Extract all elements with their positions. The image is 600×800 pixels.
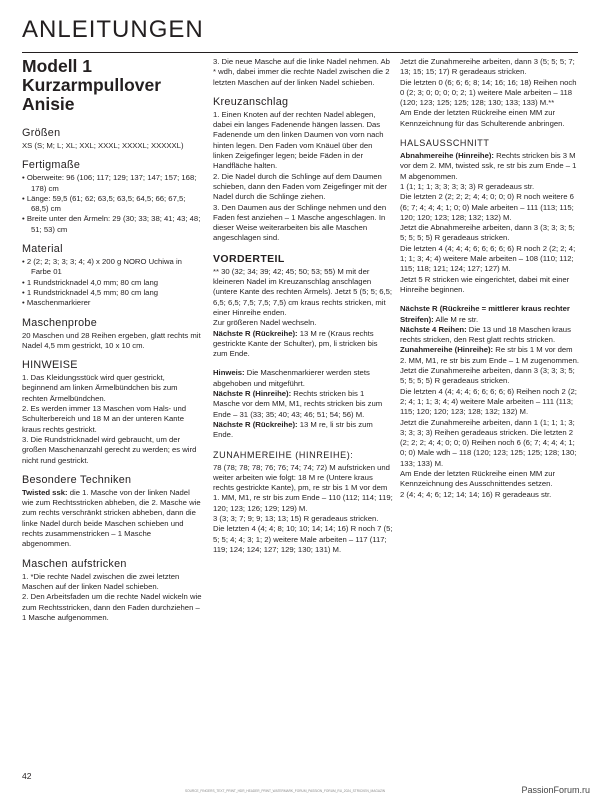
neckline-paragraph: Jetzt die Zunahmereihe arbeiten, dann 1 (1; 1; 1; 3; 3; 3; 3; 3) Reihen geradeaus stricken. Die letzten 2 (2; 2; 2; 4; 4; 0; 0; 0) Reihen noch 6 (6; 7; 4; 4; 4; 1; 0; 0) Male wdh – 118 (120; 123; 125; 125; 128; 130; 133; 133) M. [400, 417, 577, 468]
increase-paragraph: 78 (78; 78; 78; 76; 76; 74; 74; 72) M aufstricken und weiter arbeiten wie folgt: 18 M re (Untere kraus rechts gestrickte Kante), pm, re str bis 1 M vor dem 1. MM, M1, re str bis zum Ende – 110 (112; 114; 119; 120; 123; 126; 129; 129) M. [213, 462, 393, 513]
step-number: 1. [213, 109, 220, 119]
front-row [213, 329, 393, 360]
neckline-paragraph: Jetzt 5 R stricken wie eingerichtet, dabei mit einer Hinreihe beginnen. [400, 274, 570, 294]
pattern-title-line1: Modell 1 [22, 56, 93, 76]
cast-on-step [213, 57, 393, 88]
increase-paragraph: Am Ende der letzten Rückreihe einen MM zur Kennzeichnung für das Schulterende anbringen. [400, 108, 565, 128]
measurements-heading: Fertigmaße [22, 159, 81, 172]
hint-text: Die Maschenmarkierer werden stets abgehoben und mitgeführt. [213, 368, 370, 388]
increase-row-heading: ZUNAHMEREIHE (HINREIHE): [213, 449, 354, 460]
technique-description: die 1. Masche von der linken Nadel wie zum Rechtsstricken abheben, die 2. Masche wie zum rechts verschränkt stricken abheben, dann die linke Nadel durch beide Maschen schieben und rechts zusammenstricken – 1 Masche abgenommen. [22, 487, 201, 549]
row-label: Nächste R (Rückreihe = mittlerer kraus rechter Streifen): [400, 304, 570, 324]
row-text: Rechts stricken bis 3 M vor dem 2. MM, twisted ssk, re str bis zum Ende – 1 M abgenommen. [400, 151, 577, 181]
step-number: 2. [22, 592, 29, 602]
neckline-paragraph: Jetzt die Abnahmereihe arbeiten, dann 3 (3; 3; 3; 5; 5; 5; 5; 5) R geradeaus stricken. [400, 223, 575, 243]
material-heading: Material [22, 243, 63, 256]
front-row [213, 389, 393, 420]
material-item: • 2 (2; 2; 3; 3; 3; 4; 4) x 200 g NORO Uchiwa in Farbe 01 [22, 257, 182, 277]
sizes-text: XS (S; M; L; XL; XXL; XXXL; XXXXL; XXXXXL) [22, 141, 184, 150]
note-text: Das Kleidungsstück wird quer gestrickt, beginnend am linken Ärmelbündchen bis zum rechten Ärmelbündchen. [22, 373, 178, 403]
pattern-title-line2: Kurzarmpullover Anisie [22, 75, 162, 114]
step-text: Einen Knoten auf der rechten Nadel ablegen, dabei ein langes Fadenende hängen lassen. Das Fadenende um den linken Daumen von vorn nach hinten legen. Den Faden vom Knäuel über den linken Zeigefinger legen; beide Fäden in der Handfläche halten. [213, 109, 384, 171]
neckline-row [400, 325, 580, 346]
material-item: • 1 Rundstricknadel 4,5 mm; 80 cm lang [22, 287, 159, 297]
row-text: 13 M re (Kraus rechts gestrickte Kante der Schulter), pm, li stricken bis zum Ende. [213, 328, 378, 359]
neckline-row [400, 345, 580, 366]
step-text: Die Nadel durch die Schlinge auf dem Daumen schieben, dann den Faden vom Zeigefinger mit der Nadel durch die Schlinge ziehen. [213, 171, 387, 202]
note-item [22, 435, 202, 466]
pattern-title [22, 57, 202, 114]
row-text: Die 13 und 18 Maschen kraus rechts stricken, den Rest glatt rechts stricken. [400, 324, 571, 345]
cast-on-step [22, 592, 202, 623]
measurement-item: • Länge: 59,5 (61; 62; 63,5; 63,5; 64,5; 66; 67,5; 68,5) cm [22, 193, 186, 214]
front-hint [213, 368, 393, 389]
step-text: Den Daumen aus der Schlinge nehmen und den Faden fest anziehen – 1 Masche angeschlagen. In dieser Weise weiterarbeiten bis alle Maschen angeschlagen sind. [213, 202, 387, 243]
step-number: 3. [213, 202, 220, 212]
long-tail-cast-on-heading: Kreuzanschlag [213, 95, 289, 108]
note-text: Es werden immer 13 Maschen vom Hals- und Schulterbereich und 18 M an der unteren Kante kraus rechts gestrickt. [22, 404, 187, 434]
row-label: Abnahmereihe (Hinreihe): [400, 151, 494, 161]
note-number: 2. [22, 404, 29, 414]
technique-text [22, 488, 202, 550]
long-tail-step [213, 110, 393, 172]
material-item: • Maschenmarkierer [22, 298, 91, 308]
measurement-item: • Breite unter den Ärmeln: 29 (30; 33; 38; 41; 43; 48; 51; 53) cm [22, 214, 201, 234]
neckline-paragraph: 1 (1; 1; 1; 3; 3; 3; 3; 3) R geradeaus str. [400, 181, 535, 191]
row-label: Nächste R (Hinreihe): [213, 389, 292, 399]
step-number: 1. [22, 571, 29, 581]
row-text: Rechts stricken bis 1 Masche vor dem MM, M1, rechts stricken bis zum Ende – 31 (33; 35; 40; 43; 46; 51; 54; 56) M. [213, 389, 383, 419]
watermark: PassionForum.ru [521, 785, 590, 795]
long-tail-step [213, 172, 393, 203]
increase-paragraph: Die letzten 4 (4; 4; 8; 10; 10; 14; 14; 16) R noch 7 (5; 5; 5; 4; 4; 3; 1; 2) weitere Male arbeiten – 117 (117; 119; 124; 124; 127; 129; 130; 131) M. [213, 524, 393, 554]
page-number: 42 [22, 771, 32, 781]
row-label: Zunahmereihe (Hinreihe): [400, 345, 494, 355]
note-number: 1. [22, 373, 29, 383]
increase-paragraph: Jetzt die Zunahmereihe arbeiten, dann 3 (5; 5; 5; 7; 13; 15; 15; 17) R geradeaus stricken. [400, 57, 575, 77]
row-text: Re str bis 1 M vor dem 2. MM, M1, re str bis zum Ende – 1 M zugenommen. [400, 345, 580, 365]
notes-heading: HINWEISE [22, 359, 78, 372]
step-number: 2. [213, 171, 220, 181]
front-switch-needle: Zur größeren Nadel wechseln. [213, 318, 317, 328]
row-text: 13 M re, li str bis zum Ende. [213, 419, 373, 440]
note-item [22, 373, 202, 404]
neckline-paragraph: 2 (4; 4; 4; 6; 12; 14; 14; 16) R geradeaus str. [400, 489, 552, 499]
material-item: • 1 Rundstricknadel 4,0 mm; 80 cm lang [22, 277, 159, 287]
neckline-heading: HALSAUSSCHNITT [400, 138, 490, 149]
neckline-paragraph: Am Ende der letzten Rückreihe einen MM zur Kennzeichnung des Ausschnittendes setzen. [400, 468, 556, 489]
technique-label: Twisted ssk: [22, 487, 68, 497]
step-text: Die neue Masche auf die linke Nadel nehmen. Ab * wdh, dabei immer die rechte Nadel zwischen die 2 letzten Maschen auf der linken Nadel schieben. [213, 57, 390, 87]
neckline-paragraph: Die letzten 4 (4; 4; 4; 6; 6; 6; 6; 6) Reihen noch 2 (2; 2; 4; 1; 1; 3; 4; 4) weitere Male arbeiten – 111 (113; 115; 120; 120; 123; 128; 132; 132) M. [400, 386, 577, 417]
imprint-line: SOURCE_FINGERS_TEXT_PRINT_HDR_HEADER_PRINT_WATERMARK_FORUM_PASSION_FORUM_RU_2024_STRICKEN_MAGAZIN [185, 789, 386, 793]
row-label: Nächste 4 Reihen: [400, 324, 467, 334]
long-tail-step [213, 203, 393, 244]
front-row [213, 420, 393, 441]
neckline-paragraph: Jetzt die Zunahmereihe arbeiten, dann 3 (3; 3; 3; 5; 5; 5; 5; 5) R geradeaus stricken. [400, 366, 575, 386]
note-text: Die Rundstricknadel wird gebraucht, um der großen Maschenanzahl gerecht zu werden; es wird nicht rund gestrickt. [22, 434, 197, 465]
step-text: *Die rechte Nadel zwischen die zwei letzten Maschen auf der linken Nadel schieben. [22, 571, 180, 591]
gauge-heading: Maschenprobe [22, 316, 98, 329]
cast-on-heading: Maschen aufstricken [22, 557, 127, 570]
techniques-heading: Besondere Techniken [22, 473, 132, 486]
note-item [22, 404, 202, 435]
hint-label: Hinweis: [213, 368, 245, 378]
front-intro: ** 30 (32; 34; 39; 42; 45; 50; 53; 55) M mit der kleineren Nadel im Kreuzanschlag anschlagen (untere Kante des rechten Ärmels). Jetzt 5 (5; 5; 6,5; 6,5; 6,5; 7,5; 7,5; 7,5) cm kraus rechts stricken, mit einer Hinreihe enden. [213, 266, 393, 317]
neckline-row [400, 304, 580, 325]
step-number: 3. [213, 57, 220, 66]
gauge-text: 20 Maschen und 28 Reihen ergeben, glatt rechts mit Nadel 4,5 mm gestrickt, 10 x 10 cm. [22, 330, 201, 350]
increase-paragraph: Die letzten 0 (6; 6; 6; 8; 14; 16; 16; 18) Reihen noch 0 (2; 3; 0; 0; 0; 0; 2; 1) weitere Male arbeiten – 118 (120; 123; 125; 125; 128; 130; 133; 133) M.** [400, 77, 577, 108]
row-label: Nächste R (Rückreihe): [213, 419, 298, 429]
cast-on-step [22, 572, 202, 593]
column-1 [22, 57, 202, 623]
front-heading: VORDERTEIL [213, 252, 285, 265]
sizes-heading: Größen [22, 127, 61, 139]
row-text: Alle M re str. [433, 314, 479, 324]
column-3 [400, 57, 580, 500]
measurement-item: • Oberweite: 96 (106; 117; 129; 137; 147; 157; 168; 178) cm [22, 173, 197, 193]
note-number: 3. [22, 434, 29, 444]
neckline-row [400, 151, 580, 182]
page-header [22, 10, 578, 53]
section-title: ANLEITUNGEN [22, 16, 204, 43]
neckline-paragraph: Die letzten 2 (2; 2; 2; 4; 4; 0; 0; 0) R noch weitere 6 (6; 7; 4; 4; 4; 1; 0; 0) Male arbeiten – 111 (113; 115; 120; 120; 123; 128; 132; 132) M. [400, 192, 574, 222]
column-2 [213, 57, 393, 555]
neckline-paragraph: Die letzten 4 (4; 4; 4; 6; 6; 6; 6; 6) R noch 2 (2; 2; 4; 1; 1; 3; 4; 4) weitere Male arbeiten – 108 (110; 112; 115; 118; 121; 124; 127; 127) M. [400, 243, 576, 274]
increase-paragraph: 3 (3; 3; 7; 9; 9; 13; 13; 15) R geradeaus stricken. [213, 513, 379, 523]
step-text: Den Arbeitsfaden um die rechte Nadel wickeln wie zum Rechtsstricken, dann den Faden durchziehen – 1 Masche aufgenommen. [22, 592, 202, 622]
row-label: Nächste R (Rückreihe): [213, 328, 298, 338]
